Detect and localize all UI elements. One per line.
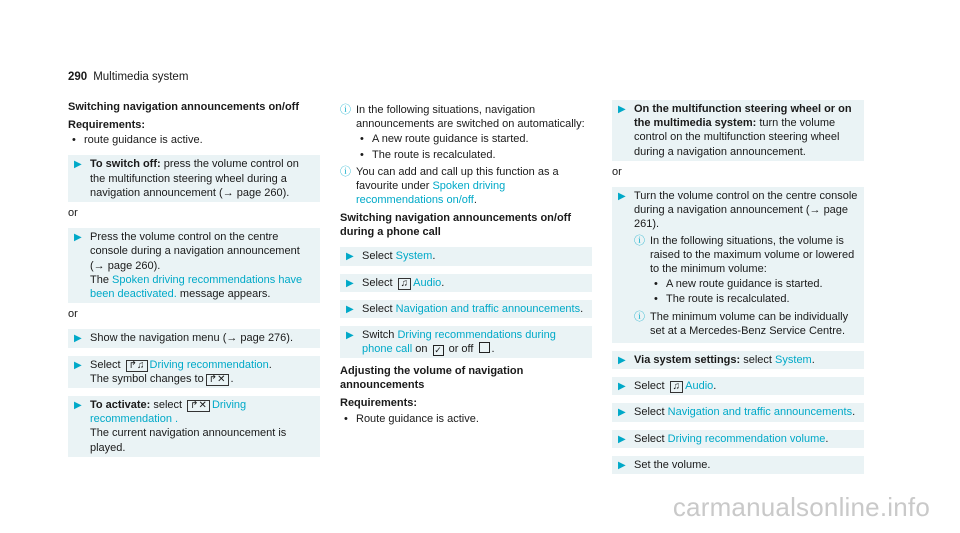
nav-traffic-link[interactable]: Navigation and traffic announcements [667,406,853,419]
requirements-label: Requirements: [68,119,146,131]
arrow-icon: ▶ [618,381,626,393]
section-heading: Adjusting the volume of navigation announcements [340,365,524,392]
step-select-nav-traffic: ▶ Select Navigation and traffic announcements. [612,403,864,421]
step-turn-console: ▶ Turn the volume control on the centre console during a navigation announcement (→ page 261). ⓘ In the following situations, the volume is raised to the maximum volume or lowered to the minimum volume: • A new route guidance is started. • The route is recalculated. ⓘ The minimum volume can be individually set at a Mercedes-Benz Service Centre. [612,187,864,343]
watermark: carmanualsonline.info [672,492,930,522]
volume-link[interactable]: Driving recommendation volume [667,432,826,445]
arrow-icon: ▶ [346,330,354,342]
step-steering-wheel: ▶ On the multifunction steering wheel or on the multimedia system: turn the volume control on the multifunction steering wheel during a navigation announcement. [612,100,864,161]
arrow-icon: ▶ [74,359,82,371]
nav-announcement-off-icon: ↱✕ [206,374,229,386]
system-link[interactable]: System [395,250,433,263]
step-press-console: ▶ Press the volume control on the centre console during a navigation announcement (→ page 260). The Spoken driving recommendations have been deactivated. message appears. [68,228,320,303]
driving-recommendation-link[interactable]: Driving recommendation . [90,399,247,426]
section-heading: Switching navigation announcements on/off [68,101,300,113]
arrow-icon: ▶ [74,333,82,345]
page-number: 290 [68,71,88,83]
arrow-icon: ▶ [346,277,354,289]
checkbox-unchecked-icon [479,342,490,353]
requirement-item: • Route guidance is active. [340,412,592,426]
column-1 [68,100,320,457]
audio-link[interactable]: Audio [413,276,442,289]
nav-traffic-link[interactable]: Navigation and traffic announcements [395,302,581,315]
step-select-audio: ▶ Select ♫ Audio. [340,274,592,292]
info-icon: ⓘ [340,104,351,116]
step-select-system: ▶ Select System. [340,247,592,265]
phone-call-link[interactable]: Driving recommendations during phone call [362,329,556,356]
arrow-icon: ▶ [618,104,626,115]
step-activate: ▶ To activate: select ↱✕ Driving recommendation . The current navigation announcement is played. [68,396,320,457]
or-text: or [612,165,622,178]
arrow-icon: ▶ [346,303,354,315]
step-set-volume: ▶ Set the volume. [612,456,864,474]
checkbox-checked-icon: ✓ [434,345,442,356]
info-note: ⓘ In the following situations, navigation announcements are switched on automatically: • A new route guidance is started. • The route is recalculated. [340,103,592,162]
column-2 [340,100,592,427]
arrow-icon: ▶ [74,159,82,171]
step-switch-phone-call: ▶ Switch Driving recommendations during phone call on ✓ or off . [340,326,592,358]
requirements-label: Requirements: [340,397,418,410]
audio-icon: ♫ [670,381,684,393]
section-title: Multimedia system [93,71,189,83]
nav-announcement-on-icon: ↱♫ [126,360,148,372]
or-text: or [68,308,78,321]
audio-link[interactable]: Audio [685,380,714,393]
step-select-recommendation: ▶ Select ↱♫ Driving recommendation. The symbol changes to ↱✕ . [68,356,320,388]
system-link[interactable]: System [775,354,812,367]
audio-icon: ♫ [398,278,412,290]
section-heading: Switching navigation announcements on/off during a phone call [340,212,572,239]
page-header [68,71,188,83]
or-text: or [68,207,78,220]
arrow-icon: ▶ [346,251,354,263]
favourite-link[interactable]: Spoken driving recommendations on/off [356,180,506,207]
nav-announcement-off-icon: ↱✕ [187,400,210,412]
info-note: ⓘ In the following situations, the volume is raised to the maximum volume or lowered to the minimum volume: • A new route guidance is started. • The route is recalculated. [634,234,860,307]
arrow-icon: ▶ [618,191,626,203]
driving-recommendation-link[interactable]: Driving recommendation [149,358,269,371]
info-icon: ⓘ [340,165,351,178]
step-select-nav-traffic: ▶ Select Navigation and traffic announcements. [340,300,592,318]
message-link[interactable]: Spoken driving recommendations have been deactivated. [90,273,303,301]
column-3 [612,100,864,474]
arrow-icon: ▶ [618,459,626,471]
info-note: ⓘ You can add and call up this function as a favourite under Spoken driving recommendations on/off. [340,165,559,207]
info-icon: ⓘ [634,234,645,247]
arrow-icon: ▶ [618,433,626,445]
arrow-icon: ▶ [74,400,82,412]
arrow-icon: ▶ [618,407,626,419]
arrow-icon: ▶ [74,232,82,244]
step-show-menu: ▶ Show the navigation menu (→ page 276). [68,329,320,347]
info-note: ⓘ The minimum volume can be individually set at a Mercedes-Benz Service Centre. [634,310,849,337]
step-switch-off: ▶ To switch off: press the volume control on the multifunction steering wheel during a navigation announcement (→ page 260). [68,155,320,202]
requirement-item: • route guidance is active. [68,133,320,147]
info-icon: ⓘ [634,310,645,323]
step-select-audio: ▶ Select ♫ Audio. [612,377,864,395]
step-system-settings: ▶ Via system settings: select System. [612,351,864,369]
arrow-icon: ▶ [618,355,626,367]
step-select-volume: ▶ Select Driving recommendation volume. [612,430,864,448]
